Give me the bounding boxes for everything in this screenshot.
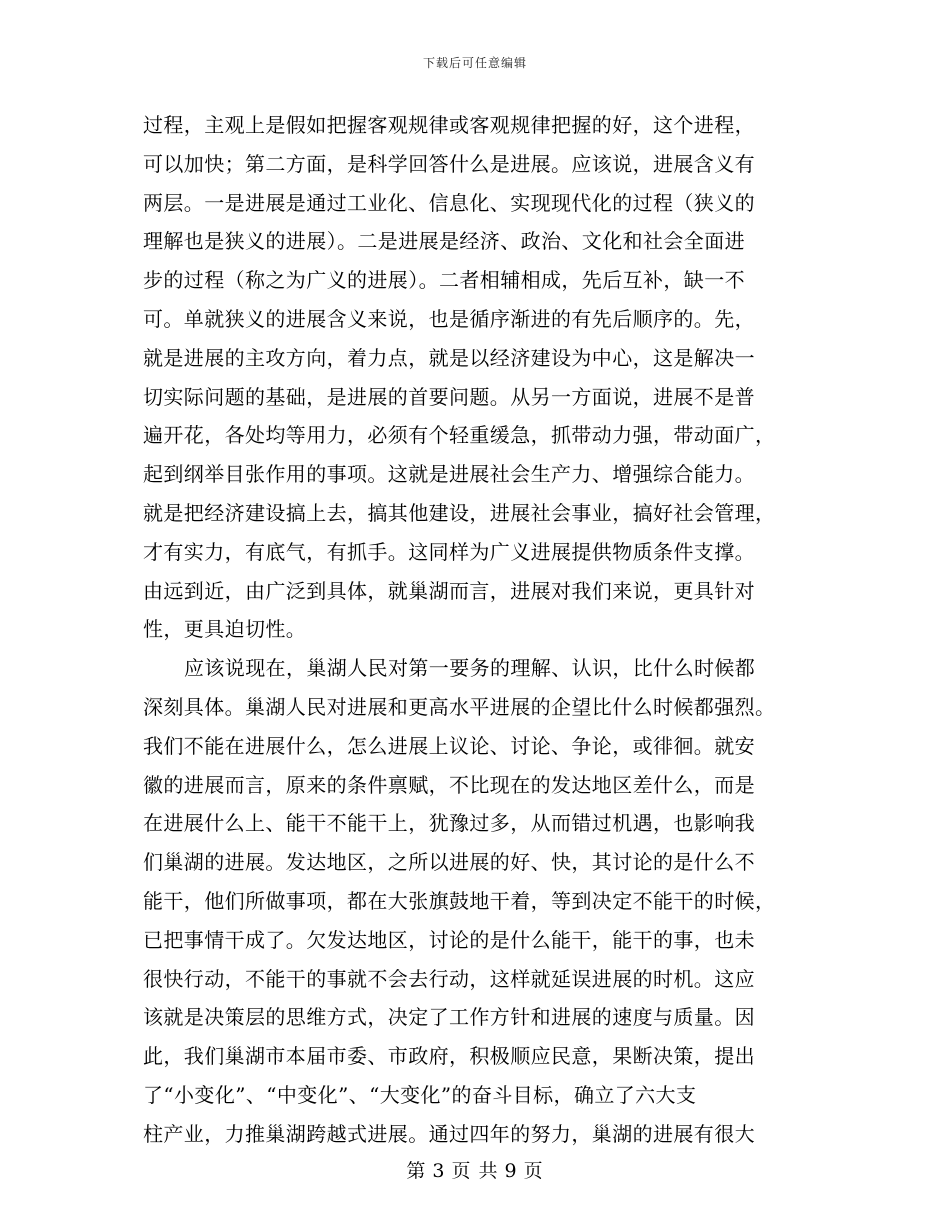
text-line-1: 过程，主观上是假如把握客观规律或客观规律把握的好，这个进程， [143, 113, 755, 137]
text-line-10: 起到纲举目张作用的事项。这就是进展社会生产力、增强综合能力。 [143, 462, 755, 487]
text-line-26: 了“小变化”、“中变化”、“大变化”的奋斗目标，确立了六大支 [143, 1082, 697, 1107]
text-line-7: 就是进展的主攻方向，着力点，就是以经济建设为中心，这是解决一 [143, 345, 755, 370]
text-line-13: 由远到近，由广泛到具体，就巢湖而言，进展对我们来说，更具针对 [143, 578, 755, 603]
page-footer [0, 1156, 950, 1183]
text-line-15: 应该说现在，巢湖人民对第一要务的理解、认识，比什么时候都 [184, 656, 756, 681]
text-line-14: 性，更具迫切性。 [143, 617, 307, 642]
text-line-24: 该就是决策层的思维方式，决定了工作方针和进展的速度与质量。因 [143, 1005, 755, 1030]
text-line-22: 已把事情干成了。欠发达地区，讨论的是什么能干，能干的事，也未 [143, 927, 755, 952]
footer-middle: 页 共 [451, 1160, 499, 1182]
text-line-27: 柱产业，力推巢湖跨越式进展。通过四年的努力，巢湖的进展有很大 [143, 1121, 755, 1146]
text-line-23: 很快行动，不能干的事就不会去行动，这样就延误进展的时机。这应 [143, 966, 755, 991]
text-line-21: 能干，他们所做事项，都在大张旗鼓地干着，等到决定不能干的时候， [143, 888, 776, 913]
text-line-5: 步的过程（称之为广义的进展）。二者相辅相成，先后互补，缺一不 [143, 268, 745, 293]
text-line-4: 理解也是狭义的进展）。二是进展是经济、政治、文化和社会全面进 [143, 229, 745, 254]
footer-suffix: 页 [523, 1160, 544, 1182]
text-line-3: 两层。一是进展是通过工业化、信息化、实现现代化的过程（狭义的 [143, 190, 755, 215]
text-line-17: 我们不能在进展什么，怎么进展上议论、讨论、争论，或徘徊。就安 [143, 733, 755, 758]
text-line-20: 们巢湖的进展。发达地区，之所以进展的好、快，其讨论的是什么不 [143, 850, 755, 875]
text-line-2: 可以加快；第二方面，是科学回答什么是进展。应该说，进展含义有 [143, 151, 755, 176]
text-line-18: 徽的进展而言，原来的条件禀赋，不比现在的发达地区差什么，而是 [143, 772, 755, 797]
text-line-6: 可。单就狭义的进展含义来说，也是循序渐进的有先后顺序的。先， [143, 306, 755, 331]
body-text [143, 106, 803, 1154]
text-line-9: 遍开花，各处均等用力，必须有个轻重缓急，抓带动力强，带动面广， [143, 423, 776, 448]
text-line-11: 就是把经济建设搞上去，搞其他建设，进展社会事业，搞好社会管理， [143, 500, 776, 525]
page-number: 3 [432, 1160, 446, 1182]
footer-prefix: 第 [406, 1160, 427, 1182]
text-line-8: 切实际问题的基础，是进展的首要问题。从另一方面说，进展不是普 [143, 384, 755, 409]
page-total: 9 [504, 1160, 518, 1182]
text-line-16: 深刻具体。巢湖人民对进展和更高水平进展的企望比什么时候都强烈。 [143, 694, 776, 719]
text-line-19: 在进展什么上、能干不能干上，犹豫过多，从而错过机遇，也影响我 [143, 811, 755, 836]
text-line-25: 此，我们巢湖市本届市委、市政府，积极顺应民意，果断决策，提出 [143, 1044, 755, 1069]
page-header: 下载后可任意编辑 [422, 56, 527, 70]
text-line-12: 才有实力，有底气，有抓手。这同样为广义进展提供物质条件支撑。 [143, 539, 755, 564]
